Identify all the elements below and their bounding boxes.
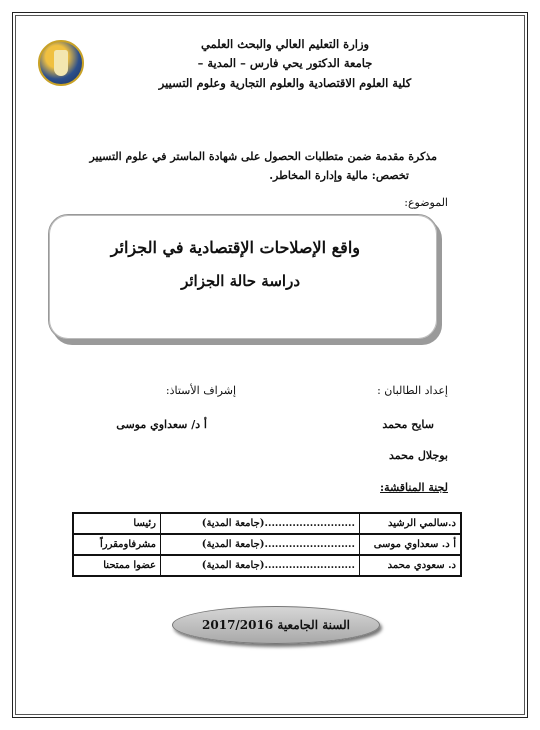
jury-member-affiliation: ..........................(جامعة المدية) — [161, 534, 360, 555]
thesis-subtitle: دراسة حالة الجزائر — [181, 272, 300, 290]
jury-member-name: د. سعودي محمد — [360, 555, 462, 576]
university-logo — [38, 40, 84, 86]
faculty-line: كلية العلوم الاقتصادية والعلوم التجارية وعلوم التسيير — [158, 76, 412, 90]
table-row — [73, 555, 461, 576]
university-line: جامعة الدكتور يحي فارس – المدية – — [197, 56, 373, 70]
academic-year-text: السنة الجامعية 2017/2016 — [202, 618, 350, 632]
jury-member-name: د.سالمي الرشيد — [360, 513, 462, 534]
students-label: إعداد الطالبان : — [377, 384, 448, 397]
jury-member-name: أ د. سعداوي موسى — [360, 534, 462, 555]
table-row — [73, 513, 461, 534]
jury-member-affiliation: ..........................(جامعة المدية) — [161, 555, 360, 576]
supervisor-name: أ د/ سعداوي موسى — [116, 418, 207, 431]
jury-label: لجنة المناقشة: — [380, 481, 448, 494]
thesis-title: واقع الإصلاحات الإقتصادية في الجزائر — [110, 238, 360, 257]
jury-table — [72, 512, 462, 577]
student-name-2: بوجلال محمد — [388, 449, 448, 462]
jury-member-role: رئيسا — [73, 513, 161, 534]
ministry-line: وزارة التعليم العالي والبحث العلمي — [200, 37, 370, 51]
jury-member-role: عضوا ممتحنا — [73, 555, 161, 576]
jury-member-affiliation: ..........................(جامعة المدية) — [161, 513, 360, 534]
supervisor-label: إشراف الأستاذ: — [165, 384, 236, 397]
specialization: تخصص: مالية وإدارة المخاطر. — [269, 169, 409, 182]
jury-member-role: مشرفاومقرراً — [73, 534, 161, 555]
thesis-purpose: مذكرة مقدمة ضمن متطلبات الحصول على شهادة الماستر في علوم التسيير — [89, 150, 437, 163]
student-name-1: سايح محمد — [382, 418, 434, 431]
subject-label: الموضوع: — [404, 196, 448, 209]
academic-year-badge — [172, 606, 380, 644]
table-row — [73, 534, 461, 555]
